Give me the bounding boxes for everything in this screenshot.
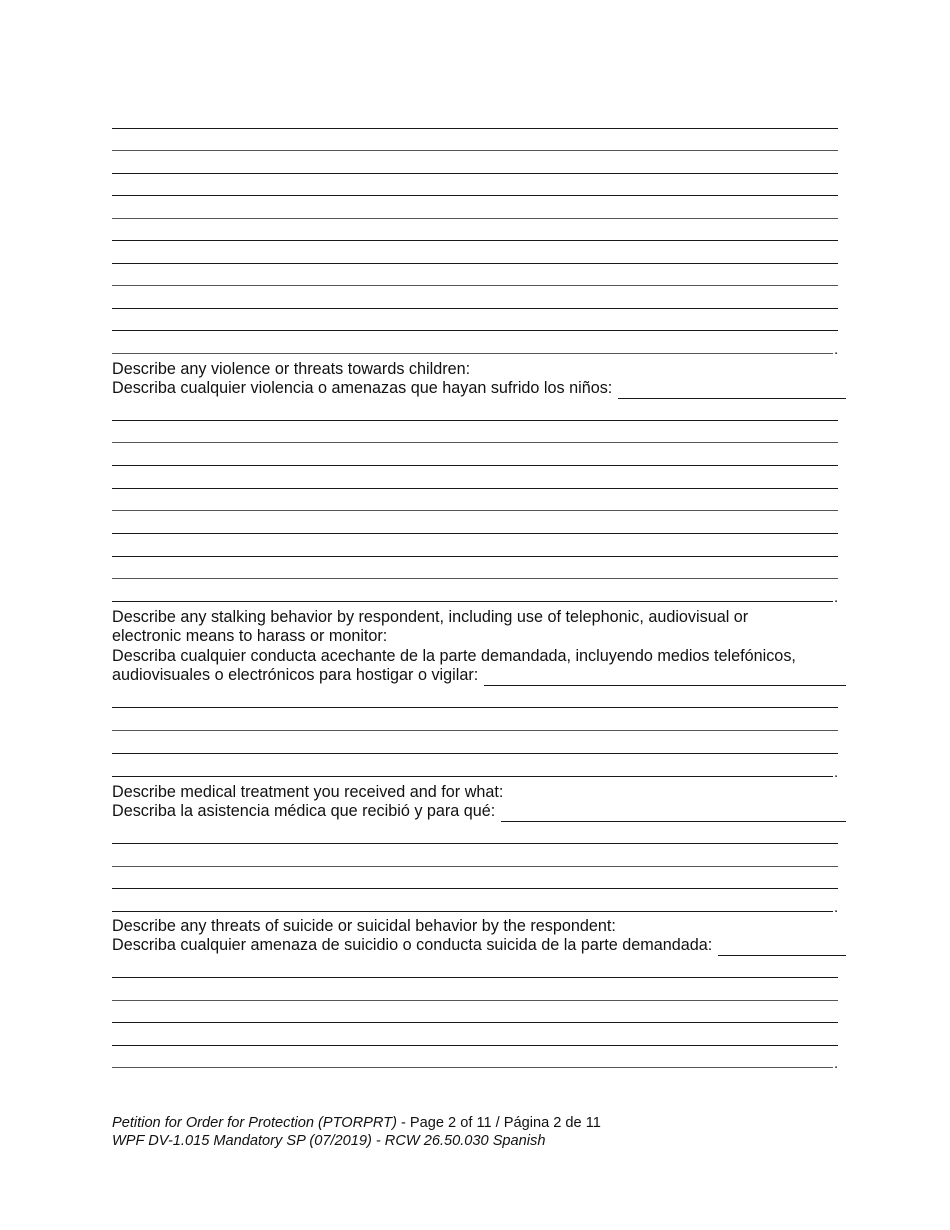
answer-line[interactable] <box>112 353 833 354</box>
prompt-line-english-1: Describe any stalking behavior by respondent, including use of telephonic, audiovisual or <box>112 608 749 626</box>
end-period: . <box>834 1055 839 1072</box>
end-period: . <box>834 899 839 916</box>
inline-answer-field[interactable] <box>718 940 846 956</box>
prompt-line-english: Describe any violence or threats towards children: <box>112 360 471 378</box>
answer-line[interactable] <box>112 730 838 731</box>
end-period: . <box>834 764 839 781</box>
answer-line[interactable] <box>112 173 838 174</box>
answer-line[interactable] <box>112 843 838 844</box>
prompt-violence-towards-children <box>112 360 842 399</box>
answer-line[interactable] <box>112 420 838 421</box>
answer-line[interactable] <box>112 601 833 602</box>
end-period: . <box>834 589 839 606</box>
answer-line[interactable] <box>112 578 838 579</box>
prompt-line-spanish-2 <box>112 666 842 685</box>
page-number: - Page 2 of 11 / Página 2 de 11 <box>396 1115 601 1131</box>
answer-line[interactable] <box>112 1022 838 1023</box>
answer-line[interactable] <box>112 218 838 219</box>
prompt-line-spanish <box>112 936 842 955</box>
answer-line[interactable] <box>112 150 838 151</box>
answer-line[interactable] <box>112 753 838 754</box>
prompt-line-spanish <box>112 802 842 821</box>
answer-line[interactable] <box>112 240 838 241</box>
answer-line[interactable] <box>112 1045 838 1046</box>
answer-line[interactable] <box>112 888 838 889</box>
answer-line[interactable] <box>112 556 838 557</box>
answer-line[interactable] <box>112 977 838 978</box>
prompt-stalking-behavior <box>112 608 842 686</box>
answer-line[interactable] <box>112 308 838 309</box>
answer-line[interactable] <box>112 488 838 489</box>
answer-line[interactable] <box>112 1000 838 1001</box>
answer-line[interactable] <box>112 195 838 196</box>
form-code: WPF DV-1.015 Mandatory SP (07/2019) - RCW 26.50.030 Spanish <box>112 1133 546 1149</box>
page-footer <box>112 1114 601 1150</box>
answer-line[interactable] <box>112 442 838 443</box>
answer-line[interactable] <box>112 533 838 534</box>
inline-answer-field[interactable] <box>501 806 846 822</box>
answer-line[interactable] <box>112 866 838 867</box>
answer-line[interactable] <box>112 911 833 912</box>
answer-line[interactable] <box>112 263 838 264</box>
prompt-medical-treatment <box>112 783 842 822</box>
answer-line[interactable] <box>112 776 833 777</box>
prompt-line-spanish-1: Describa cualquier conducta acechante de la parte demandada, incluyendo medios telefónicos, <box>112 646 796 665</box>
inline-answer-field[interactable] <box>618 383 846 399</box>
answer-line[interactable] <box>112 330 838 331</box>
prompt-line-spanish-text: Describa cualquier violencia o amenazas que hayan sufrido los niños: <box>112 379 613 398</box>
end-period: . <box>834 341 839 358</box>
answer-line[interactable] <box>112 510 838 511</box>
answer-line[interactable] <box>112 1067 833 1068</box>
prompt-line-spanish <box>112 379 842 398</box>
prompt-line-spanish-text: Describa cualquier amenaza de suicidio o conducta suicida de la parte demandada: <box>112 936 713 955</box>
footer-line-1 <box>112 1114 601 1132</box>
answer-line[interactable] <box>112 128 838 129</box>
answer-line[interactable] <box>112 465 838 466</box>
prompt-line-english-2: electronic means to harass or monitor: <box>112 627 388 646</box>
prompt-line-english: Describe any threats of suicide or suicidal behavior by the respondent: <box>112 917 616 935</box>
answer-line[interactable] <box>112 285 838 286</box>
prompt-line-english: Describe medical treatment you received and for what: <box>112 783 504 801</box>
prompt-line-spanish-text: Describa la asistencia médica que recibió y para qué: <box>112 802 496 821</box>
prompt-line-spanish-2-text: audiovisuales o electrónicos para hostigar o vigilar: <box>112 666 479 685</box>
form-title: Petition for Order for Protection (PTORPRT) <box>112 1115 397 1131</box>
inline-answer-field[interactable] <box>484 670 846 686</box>
answer-line[interactable] <box>112 707 838 708</box>
prompt-suicide-threats <box>112 917 842 956</box>
